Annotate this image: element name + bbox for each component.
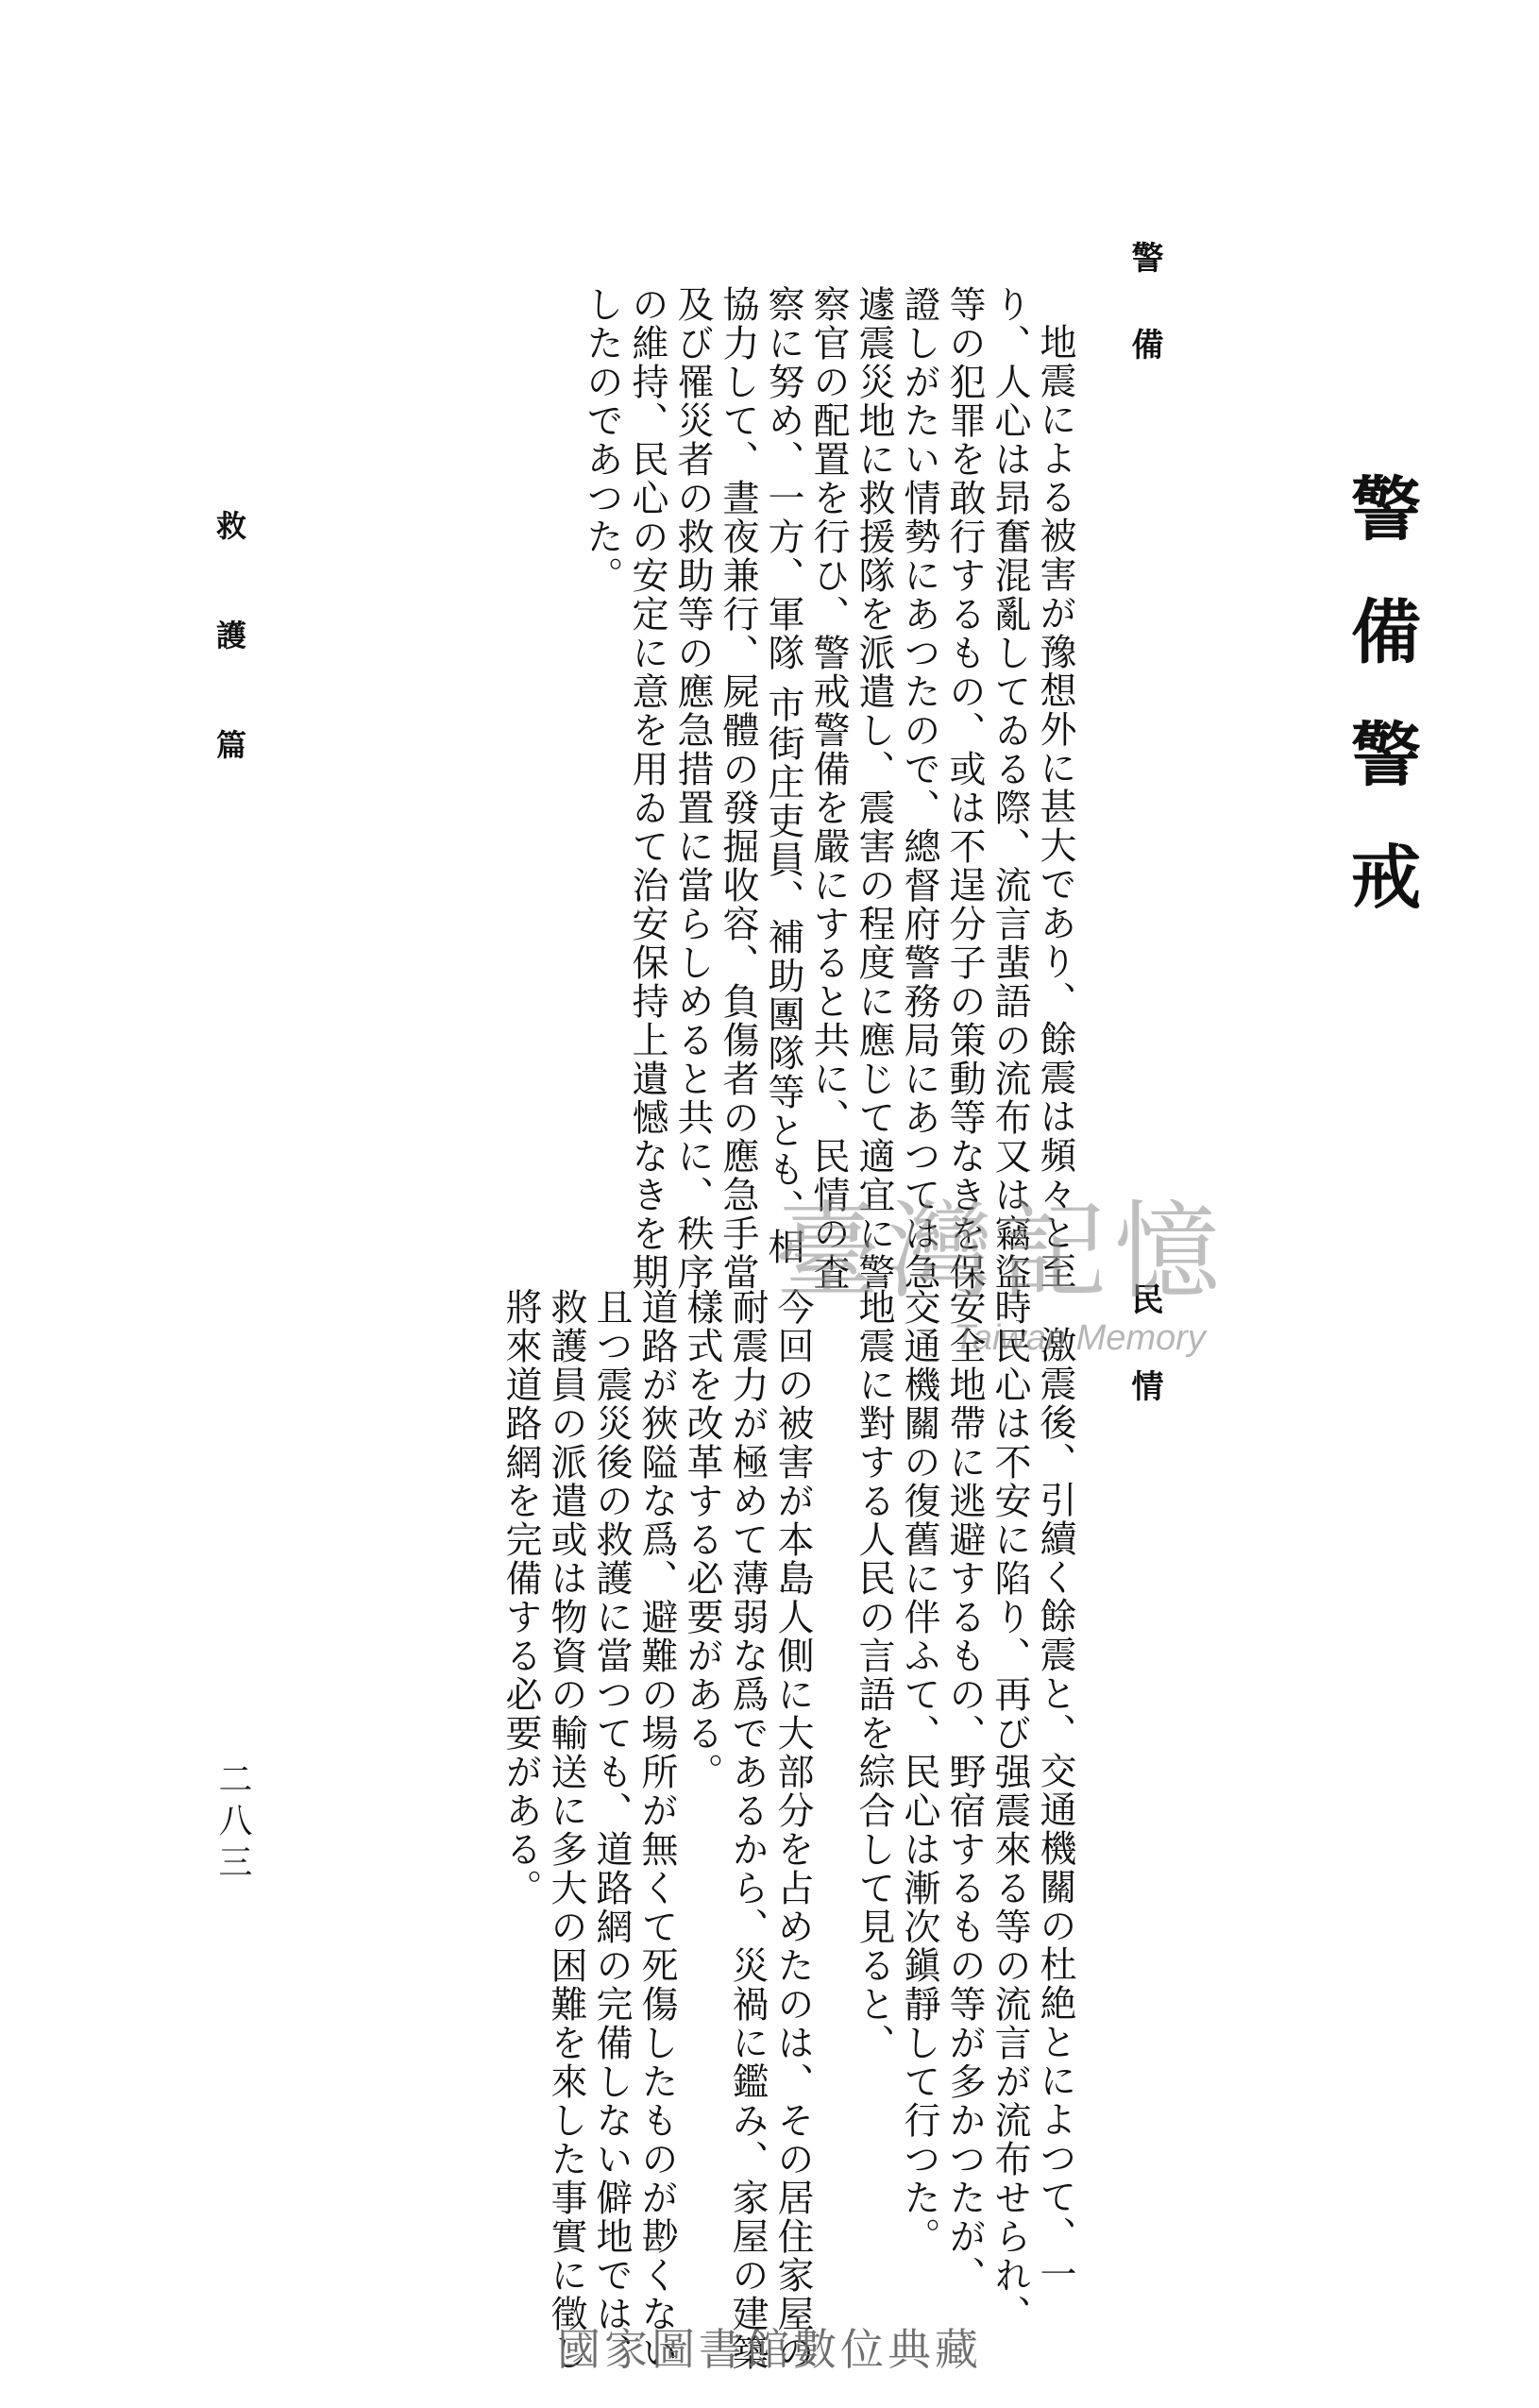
- keibi-column: 察官の配置を行ひ、警戒警備を嚴にすると共に、民情の査: [807, 285, 850, 1292]
- minjo-column: 樣式を改革する必要がある。: [681, 1288, 723, 1791]
- keibi-column: 及び罹災者の救助等の應急措置に當らしめると共に、秩序: [671, 285, 714, 1292]
- library-caption: 國家圖書館數位典藏: [557, 2324, 982, 2375]
- minjo-column: 地震に對する人民の言語を綜合して見ると、: [853, 1288, 895, 2062]
- minjo-column: 時民心は不安に陷り、再び强震來る等の流言が流布せられ、: [989, 1288, 1031, 2333]
- section-heading-keibi: 警備: [1125, 241, 1163, 415]
- section-label: 救護篇: [211, 510, 247, 839]
- minjo-column: 救護員の派遣或は物資の輸送に多大の困難を來した事實に徵し: [545, 1288, 587, 2372]
- keibi-column: 察に努め、一方、軍隊 市街庄吏員、補助團隊等とも、相: [762, 285, 804, 1267]
- keibi-column: り、人心は昻奮混亂してゐる際、流言蜚語の流布又は竊盜: [989, 285, 1031, 1292]
- keibi-column: の維持、民心の安定に意を用ゐて治安保持上遺憾なきを期: [626, 285, 668, 1292]
- minjo-column: 交通機關の復舊に伴ふて、民心は漸次鎭靜して行つた。: [898, 1288, 940, 2256]
- keibi-column: 等の犯罪を敢行するもの、或は不逞分子の策動等なきを保: [943, 285, 986, 1292]
- minjo-column: 將來道路網を完備する必要がある。: [499, 1288, 542, 1908]
- watermark-english-text: Taiwan Memory: [954, 1318, 1206, 1358]
- minjo-column: 且つ震災後の救護に當つても、道路網の完備しない僻地では、: [590, 1288, 633, 2372]
- watermark-chinese-text: 臺灣記憶: [774, 1191, 1227, 1314]
- minjo-column: 今回の被害が本島人側に大部分を占めたのは、その居住家屋の: [771, 1288, 814, 2372]
- page-title: 警備警戒: [1340, 472, 1421, 963]
- keibi-column: 證しがたい情勢にあつたので、總督府警務局にあつては急: [898, 285, 940, 1292]
- minjo-column: 激震後、引續く餘震と、交通機關の杜絶とによつて、一: [1034, 1326, 1076, 2294]
- watermark-logo: [774, 1191, 1284, 1369]
- minjo-column: 耐震力が極めて薄弱な爲であるから、災禍に鑑み、家屋の建築: [726, 1288, 769, 2372]
- keibi-column: 地震による被害が豫想外に甚大であり、餘震は頻々と至: [1034, 323, 1076, 1291]
- minjo-column: 安全地帶に逃避するもの、野宿するもの等が多かつたが、: [943, 1288, 986, 2295]
- keibi-column: 遽震災地に救援隊を派遣し、震害の程度に應じて適宜に警: [853, 285, 895, 1292]
- minjo-column: 道路が狹隘な爲、避難の場所が無くて死傷したものが尠くない: [635, 1288, 678, 2372]
- keibi-column: したのであつた。: [581, 285, 623, 595]
- page-number: 二八三: [213, 1761, 252, 1886]
- section-heading-minjo: 民情: [1125, 1282, 1163, 1456]
- keibi-column: 協力して、晝夜兼行、屍體の發掘收容、負傷者の應急手當: [717, 285, 759, 1292]
